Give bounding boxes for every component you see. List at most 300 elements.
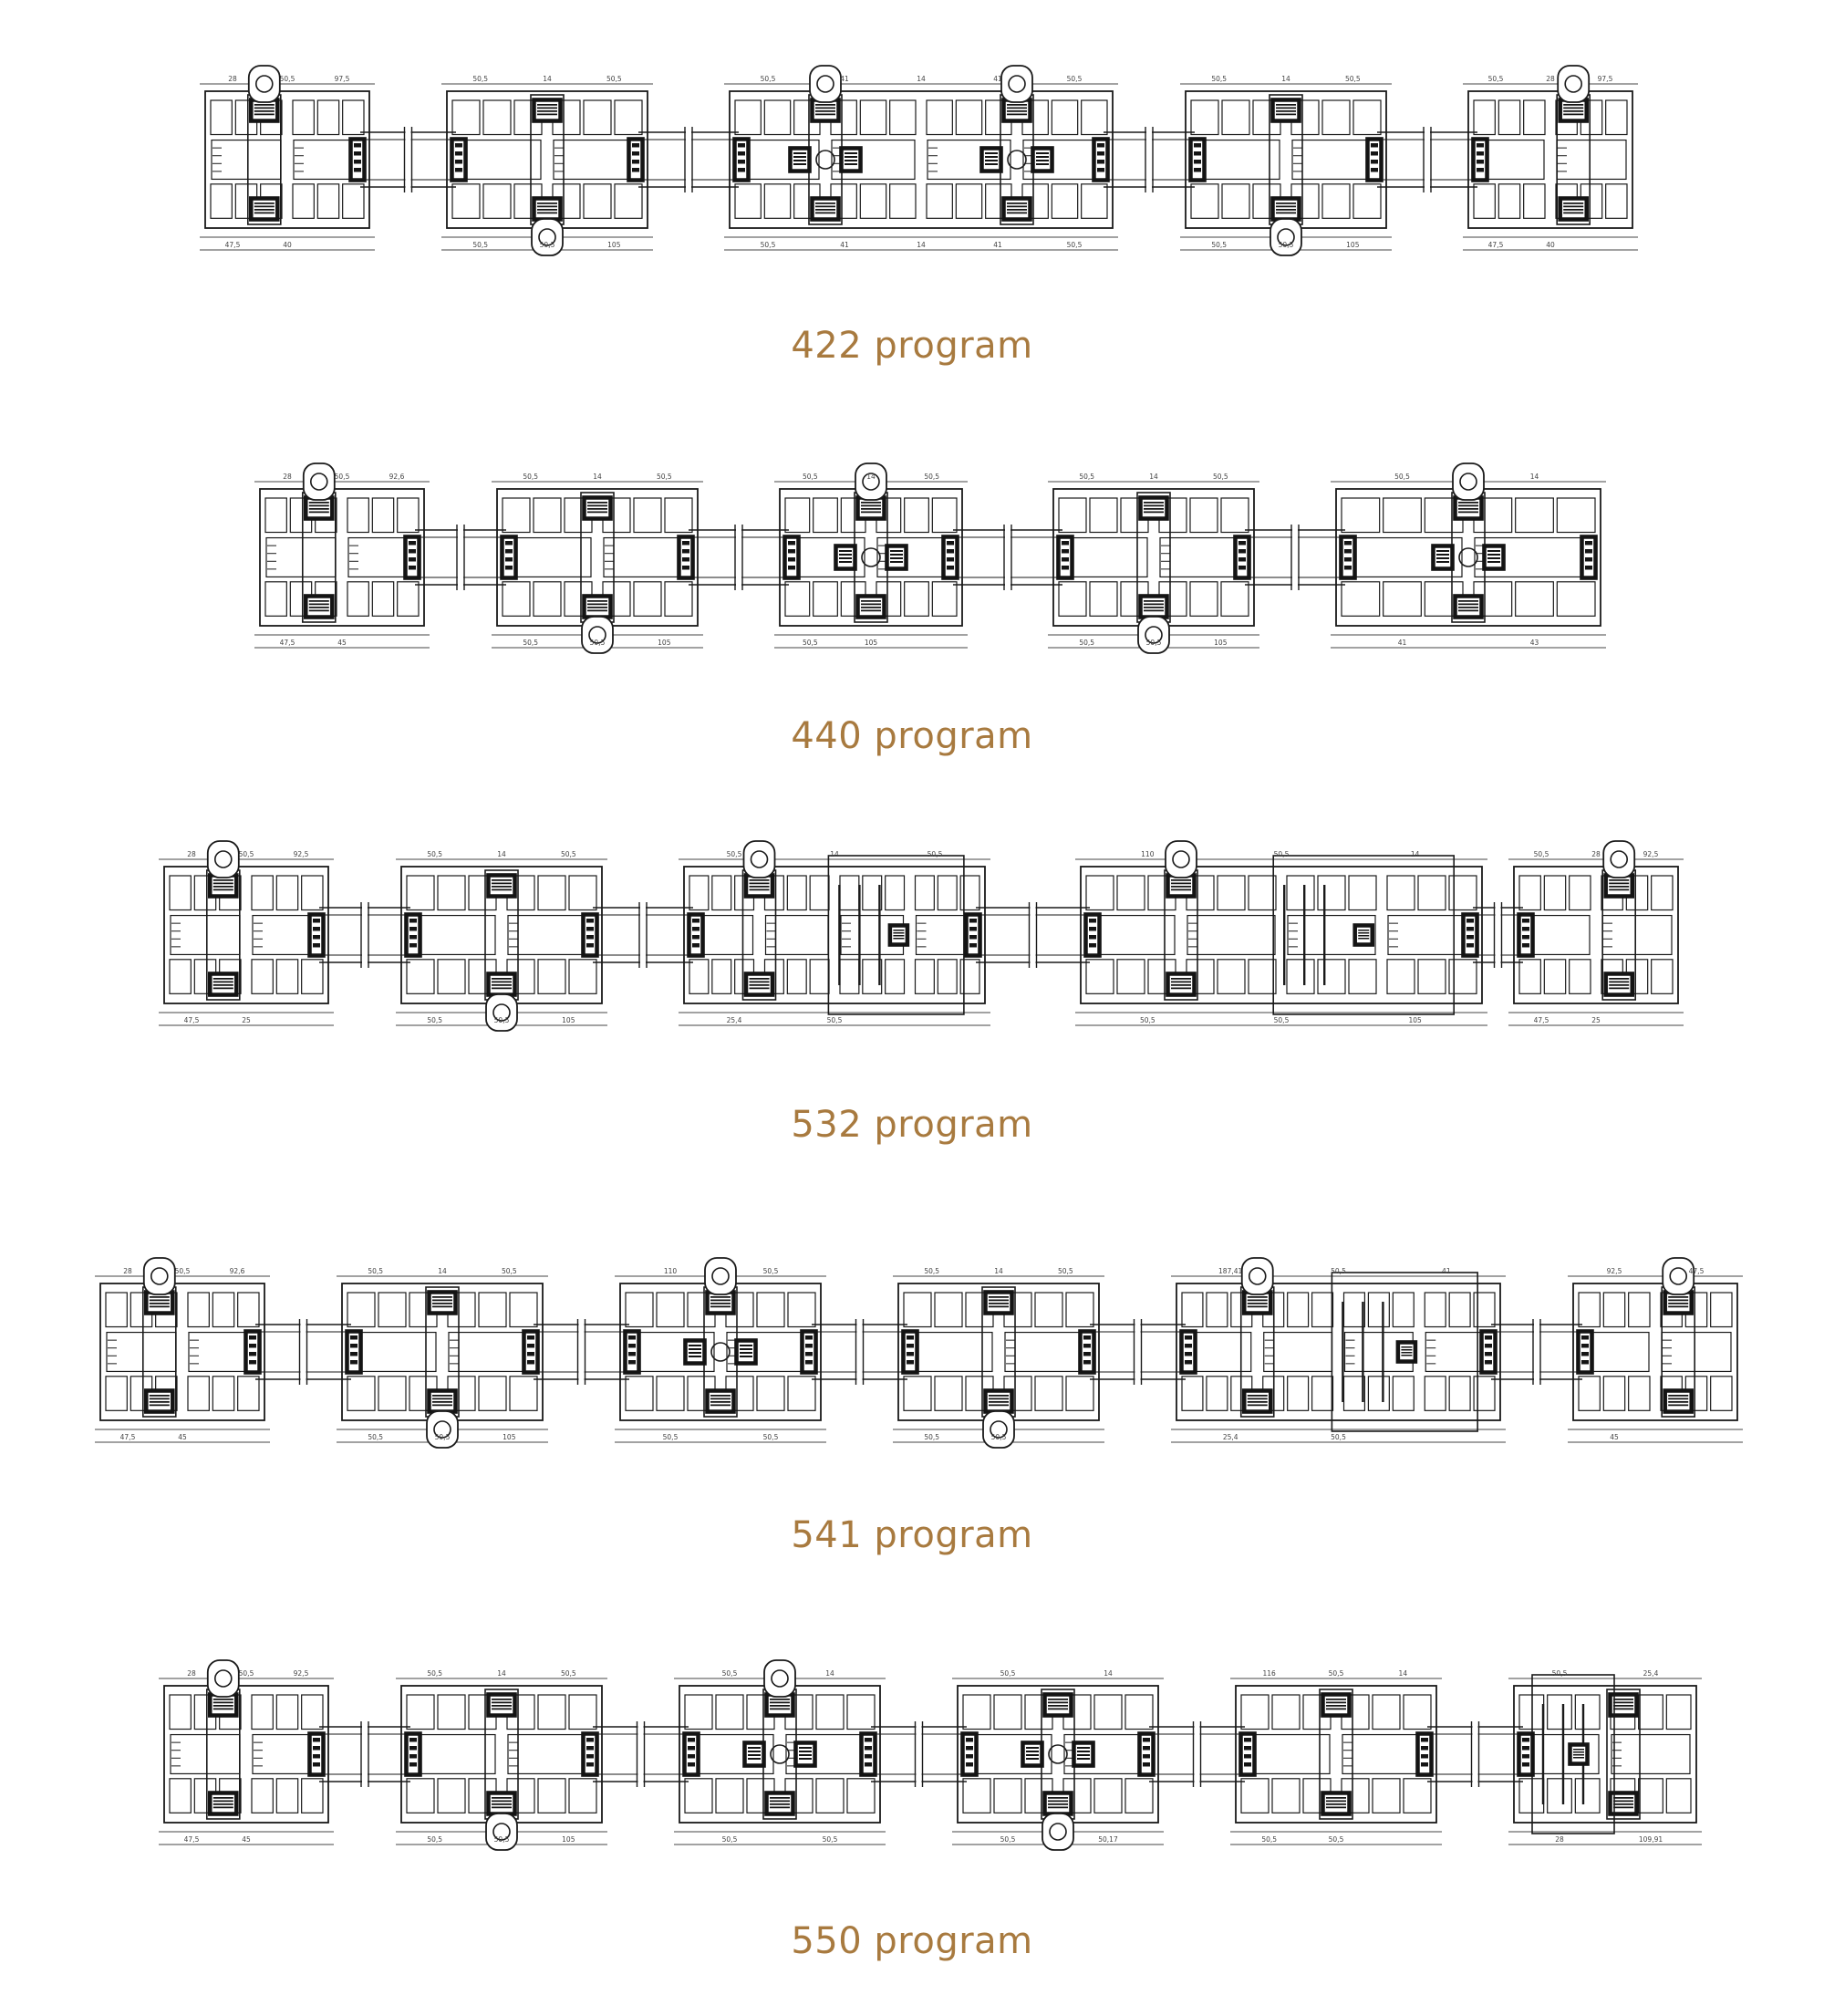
- profile-drawing-541: [0, 1227, 1824, 1464]
- gasket-hatch: [587, 505, 607, 507]
- gasket-hatch: [1077, 1754, 1090, 1756]
- gasket-hatch: [740, 1348, 752, 1350]
- program-caption-541: 541 program: [791, 1514, 1033, 1556]
- gasket-hatch: [1276, 213, 1296, 214]
- profile-chamber: [689, 876, 709, 910]
- profile-chamber: [1342, 498, 1380, 533]
- gasket-hatch: [682, 557, 689, 562]
- profile-chamber: [905, 582, 929, 617]
- profile-chamber: [1557, 582, 1595, 617]
- dimension-label: 50,5: [472, 241, 489, 249]
- gasket-hatch: [861, 512, 881, 514]
- profile-chamber: [569, 1779, 596, 1813]
- dimension-label: 50,5: [1278, 241, 1294, 249]
- break-gap: [736, 524, 741, 591]
- profile-chamber: [735, 100, 761, 135]
- gasket-hatch: [628, 1352, 636, 1356]
- dimension-label: 25,4: [1222, 1433, 1238, 1441]
- profile-chamber: [886, 960, 905, 994]
- gasket-hatch: [1007, 206, 1027, 208]
- profile-chamber: [1082, 184, 1107, 219]
- gasket-hatch: [861, 604, 881, 606]
- profile-chamber: [1344, 1293, 1365, 1327]
- profile-chamber: [1221, 582, 1249, 617]
- gasket-hatch: [1248, 1405, 1268, 1407]
- profile-chamber: [276, 960, 297, 994]
- profile-chamber: [438, 876, 465, 910]
- gasket-hatch: [213, 886, 233, 888]
- gasket-hatch: [1401, 1346, 1412, 1348]
- dimension-label: 25: [1591, 1016, 1601, 1024]
- gasket-hatch: [409, 549, 416, 554]
- profile-chamber: [665, 498, 692, 533]
- gasket-hatch: [1326, 1702, 1346, 1704]
- profile-chamber: [1249, 960, 1276, 994]
- gasket-hatch: [947, 541, 954, 546]
- gasket-hatch: [409, 1738, 417, 1742]
- gasket-hatch: [989, 1303, 1009, 1304]
- profile-chamber: [1191, 100, 1218, 135]
- gasket-hatch: [1036, 152, 1049, 154]
- gasket-hatch: [409, 919, 417, 923]
- profile-chamber: [510, 1293, 537, 1327]
- profile-chamber: [438, 1695, 465, 1730]
- gasket-hatch: [689, 1352, 701, 1354]
- gasket-hatch: [682, 566, 689, 570]
- gasket-hatch: [249, 1360, 256, 1365]
- gasket-hatch: [692, 919, 700, 923]
- profile-chamber: [1373, 1779, 1400, 1813]
- profile-chamber: [276, 876, 297, 910]
- handle-knob: [304, 463, 335, 500]
- gasket-hatch: [1436, 554, 1449, 556]
- profile-chamber: [1579, 1377, 1600, 1411]
- dimension-label: 50,5: [1261, 1835, 1278, 1844]
- gasket-hatch: [890, 554, 903, 556]
- profile-chamber: [1182, 1293, 1203, 1327]
- gasket-hatch: [989, 1300, 1009, 1302]
- dimension-label: 14: [497, 850, 506, 858]
- gasket-hatch: [409, 943, 417, 948]
- gasket-hatch: [748, 1758, 761, 1760]
- gasket-hatch: [1097, 168, 1104, 172]
- profile-chamber: [1602, 916, 1672, 955]
- gasket-hatch: [628, 1344, 636, 1348]
- profile-chamber: [1404, 1779, 1431, 1813]
- profile-chamber: [483, 184, 511, 219]
- gasket-hatch: [586, 1762, 594, 1767]
- gasket-hatch: [1089, 927, 1096, 931]
- profile-chamber: [927, 100, 952, 135]
- gasket-hatch: [309, 610, 329, 612]
- profile-chamber: [1579, 1293, 1600, 1327]
- gasket-hatch: [1144, 610, 1164, 612]
- profile-chamber: [212, 1293, 233, 1327]
- handle-knob: [208, 1660, 239, 1697]
- gasket-hatch: [688, 1754, 695, 1759]
- dimension-label: 50,5: [656, 473, 672, 481]
- gasket-hatch: [750, 984, 770, 986]
- profile-chamber: [1449, 1293, 1470, 1327]
- profile-chamber: [538, 1779, 565, 1813]
- gasket-hatch: [409, 541, 416, 546]
- profile-chamber: [398, 582, 419, 617]
- dimension-label: 40: [1546, 241, 1555, 249]
- profile-chamber: [787, 876, 806, 910]
- gasket-hatch: [1613, 1803, 1633, 1805]
- gasket-hatch: [1436, 561, 1449, 563]
- gasket-hatch: [537, 209, 557, 211]
- gasket-hatch: [432, 1405, 452, 1407]
- dimension-label: 50,5: [1079, 639, 1095, 647]
- profile-chamber: [211, 100, 232, 135]
- gasket-hatch: [740, 1352, 752, 1354]
- gasket-hatch: [845, 156, 857, 158]
- profile-chamber: [407, 1695, 434, 1730]
- break-gap: [917, 1720, 922, 1788]
- break-gap: [1473, 1720, 1478, 1788]
- dimension-label: 28: [1546, 75, 1555, 83]
- dimension-label: 47,5: [279, 639, 295, 647]
- dimension-label: 50,5: [760, 75, 776, 83]
- gasket-hatch: [309, 512, 329, 514]
- profile-chamber: [106, 1377, 127, 1411]
- profile-outline: [100, 1283, 264, 1420]
- gasket-hatch: [1326, 1709, 1346, 1710]
- profile-outline: [205, 91, 369, 228]
- profile-chamber: [1272, 1695, 1300, 1730]
- gasket-hatch: [455, 143, 462, 148]
- dimension-label: 105: [503, 1433, 516, 1441]
- profile-chamber: [302, 1695, 323, 1730]
- dimension-label: 92,5: [1643, 850, 1659, 858]
- gasket-hatch: [1144, 604, 1164, 606]
- gasket-hatch: [505, 566, 513, 570]
- gasket-hatch: [213, 982, 233, 983]
- gasket-hatch: [1171, 879, 1191, 881]
- gasket-hatch: [313, 1738, 320, 1742]
- dimension-label: 50,5: [826, 1016, 843, 1024]
- program-caption-422: 422 program: [791, 325, 1033, 367]
- profile-chamber: [317, 100, 338, 135]
- profile-chamber: [956, 100, 981, 135]
- profile-chamber: [1207, 1293, 1228, 1327]
- dimension-label: 50,5: [924, 473, 940, 481]
- gasket-hatch: [1248, 1300, 1268, 1302]
- gasket-hatch: [1585, 549, 1592, 554]
- gasket-hatch: [890, 550, 903, 552]
- profile-chamber: [407, 960, 434, 994]
- dimension-label: 50,5: [1487, 75, 1504, 83]
- profile-chamber: [347, 582, 368, 617]
- profile-chamber: [372, 498, 393, 533]
- gasket-hatch: [1522, 1746, 1529, 1751]
- profile-chamber: [479, 1377, 506, 1411]
- profile-chamber: [483, 100, 511, 135]
- gasket-hatch: [1522, 927, 1529, 931]
- dimension-label: 50,5: [1331, 1267, 1346, 1275]
- gasket-hatch: [1668, 1401, 1688, 1403]
- gasket-hatch: [586, 1746, 594, 1751]
- dimension-label: 47,5: [1533, 1016, 1549, 1024]
- gasket-hatch: [1144, 607, 1164, 608]
- gasket-hatch: [354, 160, 361, 164]
- profile-chamber: [1218, 960, 1245, 994]
- profile-chamber: [1425, 1377, 1446, 1411]
- profile-chamber: [1190, 582, 1218, 617]
- gasket-hatch: [815, 104, 835, 106]
- gasket-hatch: [1083, 1344, 1091, 1348]
- gasket-hatch: [1344, 557, 1352, 562]
- gasket-hatch: [1421, 1746, 1428, 1751]
- gasket-hatch: [682, 541, 689, 546]
- gasket-hatch: [799, 1747, 812, 1749]
- gasket-hatch: [710, 1296, 731, 1298]
- gasket-hatch: [213, 984, 233, 986]
- dimension-label: 50,5: [1066, 241, 1083, 249]
- gasket-hatch: [1171, 988, 1191, 990]
- profile-chamber: [302, 1779, 323, 1813]
- profile-chamber: [847, 1695, 875, 1730]
- dimension-label: 28: [187, 1669, 196, 1678]
- gasket-hatch: [586, 927, 594, 931]
- dimension-label: 50,5: [238, 1669, 254, 1678]
- break-gap: [857, 1318, 863, 1386]
- gasket-hatch: [213, 1705, 233, 1707]
- dimension-label: 50,5: [368, 1267, 384, 1275]
- profile-chamber: [1387, 960, 1415, 994]
- gasket-hatch: [150, 1398, 170, 1400]
- gasket-hatch: [770, 1803, 790, 1805]
- profile-chamber: [963, 1695, 990, 1730]
- profile-chamber: [1516, 582, 1554, 617]
- profile-chamber: [916, 960, 935, 994]
- dimension-label: 50,5: [427, 1016, 443, 1024]
- gasket-hatch: [1238, 566, 1246, 570]
- gasket-hatch: [1326, 1797, 1346, 1799]
- gasket-hatch: [1573, 1757, 1584, 1759]
- gasket-hatch: [1477, 143, 1484, 148]
- gasket-hatch: [587, 512, 607, 514]
- gasket-hatch: [770, 1801, 790, 1803]
- profile-chamber: [938, 876, 957, 910]
- gasket-hatch: [213, 978, 233, 980]
- gasket-hatch: [1185, 1335, 1192, 1340]
- gasket-hatch: [1007, 203, 1027, 204]
- dimension-label: 50,5: [1139, 1016, 1156, 1024]
- gasket-hatch: [1613, 1702, 1633, 1704]
- gasket-hatch: [1238, 549, 1246, 554]
- profile-chamber: [238, 1377, 259, 1411]
- dimension-label: 28: [1555, 1835, 1564, 1844]
- gasket-hatch: [1458, 502, 1478, 504]
- gasket-hatch: [1244, 1762, 1251, 1767]
- gasket-hatch: [710, 1401, 731, 1403]
- dimension-label: 14: [825, 1669, 834, 1678]
- gasket-hatch: [788, 541, 795, 546]
- gasket-hatch: [1522, 935, 1529, 940]
- dimension-label: 14: [1398, 1669, 1408, 1678]
- profile-chamber: [1312, 1377, 1333, 1411]
- gasket-hatch: [989, 1296, 1009, 1298]
- gasket-hatch: [409, 927, 417, 931]
- gasket-hatch: [409, 557, 416, 562]
- profile-chamber: [1418, 960, 1446, 994]
- gasket-hatch: [1563, 114, 1583, 116]
- profile-chamber: [1606, 184, 1627, 219]
- gasket-hatch: [969, 919, 977, 923]
- gasket-hatch: [254, 203, 275, 204]
- dimension-label: 50,5: [1551, 1669, 1568, 1678]
- profile-outline: [1176, 1283, 1500, 1420]
- profile-chamber: [1318, 876, 1345, 910]
- profile-chamber: [347, 1293, 375, 1327]
- break-gap: [1031, 901, 1036, 969]
- gasket-hatch: [254, 104, 275, 106]
- gasket-hatch: [865, 1754, 872, 1759]
- profile-chamber: [904, 1377, 931, 1411]
- handle-knob: [1453, 463, 1484, 500]
- profile-chamber: [1287, 876, 1314, 910]
- gasket-hatch: [354, 168, 361, 172]
- dimension-label: 50,5: [721, 1669, 738, 1678]
- gasket-hatch: [1609, 988, 1629, 990]
- break-gap: [638, 1720, 644, 1788]
- gasket-hatch: [748, 1754, 761, 1756]
- dimension-label: 14: [1104, 1669, 1113, 1678]
- dimension-label: 50,5: [721, 1835, 738, 1844]
- dimension-label: 92,5: [1606, 1267, 1622, 1275]
- gasket-hatch: [770, 1797, 790, 1799]
- gasket-hatch: [1458, 508, 1478, 510]
- program-caption-532: 532 program: [791, 1104, 1033, 1146]
- dimension-label: 50,5: [726, 850, 742, 858]
- dimension-label: 109,91: [1638, 1835, 1663, 1844]
- dimension-label: 50,5: [1211, 241, 1228, 249]
- profile-drawing-532: [0, 814, 1824, 1051]
- gasket-hatch: [1244, 1754, 1251, 1759]
- gasket-hatch: [710, 1303, 731, 1304]
- gasket-hatch: [1007, 104, 1027, 106]
- gasket-hatch: [1563, 104, 1583, 106]
- dimension-label: 14: [1149, 473, 1158, 481]
- break-gap: [362, 1720, 368, 1788]
- profile-chamber: [840, 876, 859, 910]
- gasket-hatch: [815, 114, 835, 116]
- profile-chamber: [170, 1779, 191, 1813]
- gasket-hatch: [1048, 1702, 1068, 1704]
- gasket-hatch: [1581, 1344, 1589, 1348]
- profile-chamber: [1575, 1695, 1600, 1730]
- gasket-hatch: [793, 160, 806, 161]
- break-gap: [1496, 901, 1501, 969]
- profile-chamber: [1519, 876, 1540, 910]
- gasket-hatch: [985, 160, 998, 161]
- gasket-hatch: [1171, 982, 1191, 983]
- gasket-hatch: [249, 1352, 256, 1356]
- gasket-hatch: [1326, 1803, 1346, 1805]
- gasket-hatch: [492, 879, 512, 881]
- dimension-label: 105: [658, 639, 671, 647]
- dimension-label: 14: [543, 75, 552, 83]
- profile-chamber: [534, 498, 561, 533]
- gasket-hatch: [692, 943, 700, 948]
- dimension-label: 50,5: [924, 1267, 940, 1275]
- gasket-hatch: [1466, 943, 1474, 948]
- dimension-label: 92,5: [293, 1669, 309, 1678]
- profile-chamber: [1544, 960, 1565, 994]
- gasket-hatch: [1143, 1738, 1150, 1742]
- gasket-hatch: [893, 935, 904, 937]
- gasket-hatch: [770, 1705, 790, 1707]
- profile-chamber: [584, 100, 611, 135]
- gasket-hatch: [738, 160, 745, 164]
- profile-chamber: [1094, 1779, 1122, 1813]
- gasket-hatch: [1609, 886, 1629, 888]
- profile-chamber: [904, 1293, 931, 1327]
- gasket-hatch: [1458, 604, 1478, 606]
- gasket-hatch: [527, 1344, 534, 1348]
- gasket-hatch: [893, 930, 904, 931]
- profile-chamber: [886, 876, 905, 910]
- profile-chamber: [1052, 184, 1077, 219]
- gasket-hatch: [527, 1352, 534, 1356]
- dimension-label: 41: [1442, 1267, 1451, 1275]
- gasket-hatch: [409, 1754, 417, 1759]
- gasket-hatch: [1487, 557, 1500, 559]
- gasket-hatch: [688, 1746, 695, 1751]
- gasket-hatch: [1581, 1335, 1589, 1340]
- profile-chamber: [665, 582, 692, 617]
- gasket-hatch: [1185, 1360, 1192, 1365]
- dimension-label: 105: [864, 639, 878, 647]
- gasket-hatch: [989, 1398, 1009, 1400]
- profile-outline: [1514, 867, 1678, 1003]
- dimension-label: 50,5: [560, 850, 576, 858]
- gasket-hatch: [839, 550, 852, 552]
- gasket-hatch: [770, 1709, 790, 1710]
- dimension-label: 25,4: [1643, 1669, 1659, 1678]
- gasket-hatch: [1194, 143, 1201, 148]
- gasket-hatch: [1563, 108, 1583, 109]
- gasket-hatch: [750, 883, 770, 885]
- profile-chamber: [1344, 1377, 1365, 1411]
- profile-chamber: [816, 1779, 844, 1813]
- dimension-label: 50,5: [990, 1433, 1007, 1441]
- gasket-hatch: [1573, 1749, 1584, 1751]
- gasket-hatch: [254, 110, 275, 112]
- profile-chamber: [1222, 100, 1249, 135]
- gasket-hatch: [1144, 505, 1164, 507]
- gasket-hatch: [861, 600, 881, 602]
- gasket-hatch: [587, 607, 607, 608]
- profile-chamber: [1548, 1695, 1572, 1730]
- gasket-hatch: [710, 1300, 731, 1302]
- profile-chamber: [407, 1779, 434, 1813]
- gasket-hatch: [432, 1303, 452, 1304]
- gasket-hatch: [1522, 1738, 1529, 1742]
- gasket-hatch: [1143, 1746, 1150, 1751]
- gasket-hatch: [1458, 512, 1478, 514]
- profile-chamber: [276, 1695, 297, 1730]
- profile-chamber: [1603, 1377, 1624, 1411]
- gasket-hatch: [1477, 151, 1484, 156]
- gasket-hatch: [492, 1699, 512, 1700]
- dimension-label: 50,5: [434, 1433, 451, 1441]
- profile-chamber: [343, 100, 364, 135]
- gasket-hatch: [1007, 209, 1027, 211]
- profile-outline: [164, 1686, 328, 1823]
